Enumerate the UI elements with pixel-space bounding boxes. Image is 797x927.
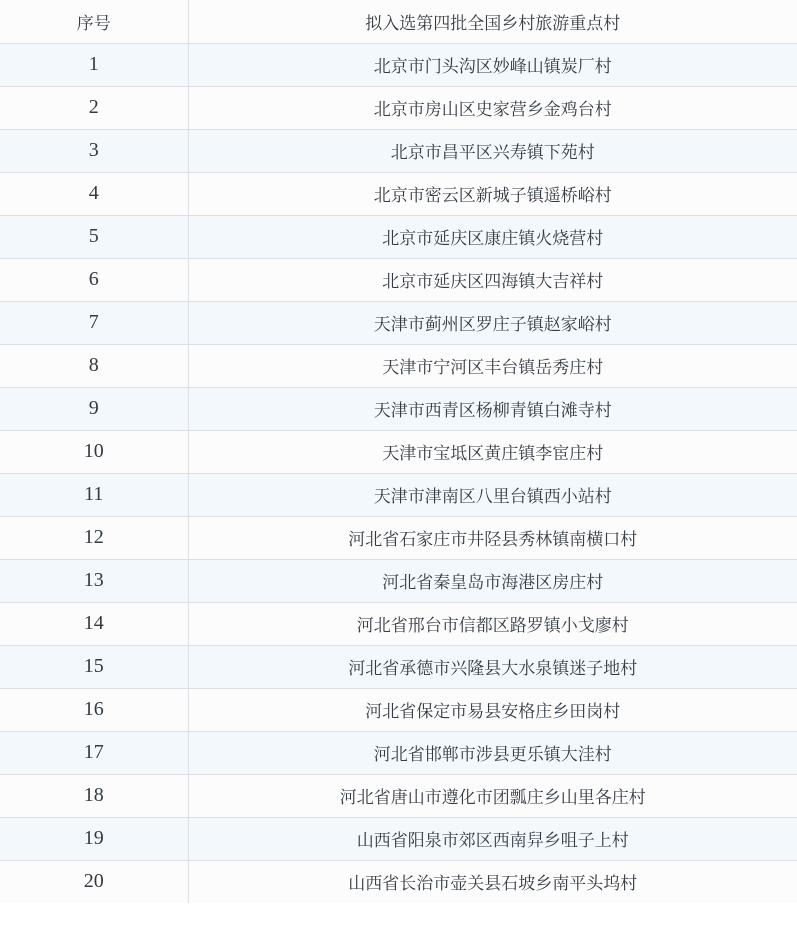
row-serial-number: 20 (0, 860, 188, 903)
row-serial-number: 19 (0, 817, 188, 860)
row-serial-number: 8 (0, 344, 188, 387)
row-village-name: 北京市延庆区康庄镇火烧营村 (188, 215, 797, 258)
row-serial-number: 2 (0, 86, 188, 129)
table-row (0, 43, 797, 86)
table-row (0, 172, 797, 215)
row-serial-number: 13 (0, 559, 188, 602)
row-village-name: 天津市宁河区丰台镇岳秀庄村 (188, 344, 797, 387)
row-serial-number: 17 (0, 731, 188, 774)
table-row (0, 559, 797, 602)
row-serial-number: 16 (0, 688, 188, 731)
header-row (0, 0, 797, 43)
row-serial-number: 9 (0, 387, 188, 430)
row-serial-number: 12 (0, 516, 188, 559)
table-body (0, 43, 797, 903)
table-row (0, 129, 797, 172)
row-village-name: 天津市西青区杨柳青镇白滩寺村 (188, 387, 797, 430)
row-village-name: 山西省长治市壶关县石坡乡南平头坞村 (348, 874, 638, 894)
table-row (0, 430, 797, 473)
table-row (0, 301, 797, 344)
row-serial-number: 4 (0, 172, 188, 215)
row-village-name: 北京市密云区新城子镇遥桥峪村 (188, 172, 797, 215)
table-row (0, 774, 797, 817)
row-village-name: 天津市蓟州区罗庄子镇赵家峪村 (188, 301, 797, 344)
table-row (0, 817, 797, 860)
row-village-name: 河北省秦皇岛市海港区房庄村 (188, 559, 797, 602)
table-row (0, 344, 797, 387)
row-village-name: 河北省唐山市遵化市团瓢庄乡山里各庄村 (188, 774, 797, 817)
row-serial-number: 10 (0, 430, 188, 473)
row-village-name: 山西省阳泉市郊区西南舁乡咀子上村 (188, 817, 797, 860)
table-row (0, 602, 797, 645)
row-village-name: 北京市延庆区四海镇大吉祥村 (188, 258, 797, 301)
header-village-list-title: 拟入选第四批全国乡村旅游重点村 (188, 0, 797, 43)
row-serial-number: 15 (0, 645, 188, 688)
header-serial-number: 序号 (0, 0, 188, 43)
table-row (0, 645, 797, 688)
row-serial-number: 14 (0, 602, 188, 645)
row-village-name: 天津市宝坻区黄庄镇李宦庄村 (188, 430, 797, 473)
row-serial-number: 6 (0, 258, 188, 301)
row-village-name: 河北省邢台市信都区路罗镇小戈廖村 (188, 602, 797, 645)
row-village-name: 河北省石家庄市井陉县秀林镇南横口村 (188, 516, 797, 559)
row-village-name: 河北省承德市兴隆县大水泉镇迷子地村 (188, 645, 797, 688)
row-serial-number: 7 (0, 301, 188, 344)
table-header (0, 0, 797, 43)
row-village-name: 河北省保定市易县安格庄乡田岗村 (188, 688, 797, 731)
row-serial-number: 18 (0, 774, 188, 817)
table-row (0, 86, 797, 129)
table-row (0, 688, 797, 731)
row-serial-number: 3 (0, 129, 188, 172)
table-row (0, 258, 797, 301)
row-village-name: 天津市津南区八里台镇西小站村 (188, 473, 797, 516)
table-row (0, 473, 797, 516)
row-serial-number: 11 (0, 473, 188, 516)
row-village-name: 北京市门头沟区妙峰山镇炭厂村 (188, 43, 797, 86)
row-serial-number: 1 (0, 43, 188, 86)
table-row (0, 387, 797, 430)
row-serial-number: 5 (0, 215, 188, 258)
row-village-name: 河北省邯郸市涉县更乐镇大洼村 (188, 731, 797, 774)
row-village-name: 北京市房山区史家营乡金鸡台村 (188, 86, 797, 129)
table-row (0, 731, 797, 774)
table-row (0, 516, 797, 559)
table-row (0, 860, 797, 903)
row-village-name: 北京市昌平区兴寿镇下苑村 (188, 129, 797, 172)
table-row (0, 215, 797, 258)
